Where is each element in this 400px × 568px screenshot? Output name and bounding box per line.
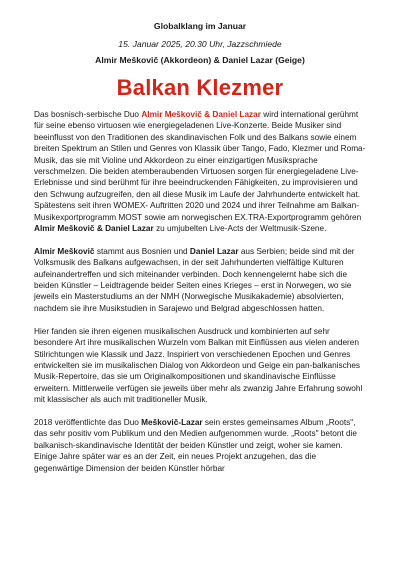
paragraph-text: sein erstes gemeinsames Album „Roots", das sehr positiv vom Publikum und den Medien aufgenommen wurde. „Roots" betont die balkanisch-skandinavische Identität der beiden Künstler und zeigt, woher sie kamen. Einige Jahre später war es an der Zeit, ein neues Projekt anzugehen, das die gegenwärtige Dimension der beiden Künstler hörbar [34,417,358,473]
artist-name-bold: Daniel Lazar [189,246,239,256]
paragraph-text: stammt aus Bosnien und [94,246,190,256]
paragraph-origins [34,246,366,314]
paragraph-intro [34,109,366,234]
paragraph-style: Hier fanden sie ihren eigenen musikalischen Ausdruck und kombinierten auf sehr besondere Art ihre musikalischen Wurzeln vom Balkan mit Einflüssen aus vielen anderen Stilrichtungen wie Klassik und Jazz. Inspiriert von verschiedenen Epochen und Genres entwickelten sie im musikalischen Dialog von Akkordeon und Geige ein pan-balkanisches Musik-Repertoire, das sie um Originalkompositionen und skandinavische Einflüsse erweitern. Mittlerweile verfügen sie jeweils über mehr als zwanzig Jahre Erfahrung sowohl mit klassischer als auch mit traditioneller Musik. [34,326,363,405]
page-title: Balkan Klezmer [116,75,284,100]
duo-name-bold: Meškovič-Lazar [141,417,203,427]
performers-line: Almir Meškovič (Akkordeon) & Daniel Lazar (Geige) [95,55,305,65]
event-series-label: Globalklang im Januar [153,21,247,31]
event-date-venue: 15. Januar 2025, 20.30 Uhr, Jazzschmiede [118,39,282,49]
duo-name-highlight: Almir Meškovič & Daniel Lazar [141,110,261,119]
paragraph-text: aus Serbien; beide sind mit der Volksmusik des Balkans aufgewachsen, in der seit Jahrhunderten vielfältige Kulturen aufeinandertreffen und sich miteinander verbinden. Doch kennengelernt habe sich die beiden Künstler – Leidtragende beider Seiten eines Krieges – erst in Norwegen, wo sie jeweils ein Masterstudiums an der NMH (Norwegische Musikakademie) absolvierten, nachdem sie ihre Musikstudien in Sarajewo und Belgrad abgeschlossen hatten. [34,246,355,313]
paragraph-text: Das bosnisch-serbische Duo [34,110,142,119]
artist-name-bold: Almir Meškovič [34,246,95,256]
paragraph-text: zu umjubelten Live-Acts der Weltmusik-Szene. [153,224,327,234]
paragraph-text: wird international gerühmt für seine ebenso virtuosen wie energiegeladenen Live-Konzerte. Beide Musiker sind beeinflusst von den Traditionen des skandinavischen Folk und des Balkans sowie einem breiten Spektrum an Stilen und Genres von Klassik über Tango, Fado, Klezmer und Roma-Musik, das sie mit Violine und Akkordeon zu einer einzigartigen Musiksprache verschmelzen. Die beiden atemberaubenden Virtuosen sorgen für energiegeladene Live-Erlebnisse und sind berühmt für ihre beeindruckenden Fähigkeiten, zu improvisieren und den Schwung aufzugreifen, den all diese Musik im Laufe der Jahrhunderte entwickelt hat. Spätestens seit ihren WOMEX- Auftritten 2020 und 2024 und ihrer Teilnahme am Balkan-Musikexportprogramm MOST sowie am norwegischen EX.TRA-Exportprogramm gehören [34,110,366,222]
paragraph-text: 2018 veröffentlichte das Duo [34,417,142,427]
duo-name-bold: Almir Meškovič & Daniel Lazar [34,224,154,234]
paragraph-album [34,417,366,474]
